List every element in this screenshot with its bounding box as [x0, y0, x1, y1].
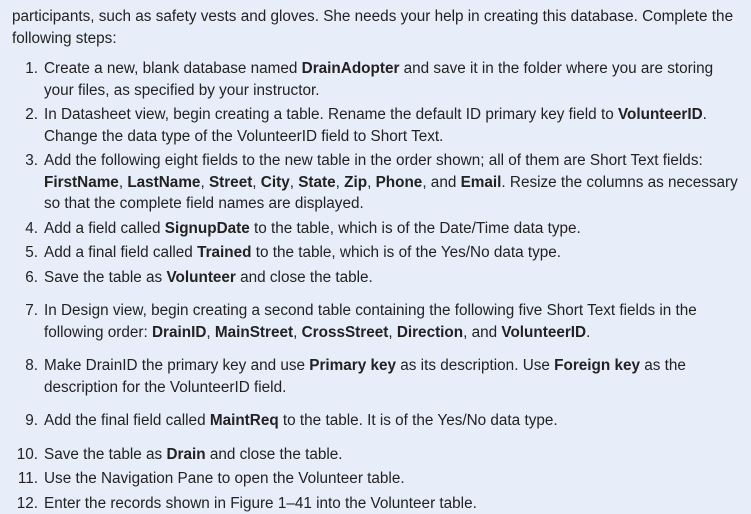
- text-run: ,: [252, 174, 261, 191]
- text-run: and save it in the folder where you are storing your files, as specified by your instructor.: [44, 60, 713, 99]
- text-run: Save the table as: [44, 446, 166, 463]
- text-run: Use the Navigation Pane to open the Volunteer table.: [44, 470, 405, 487]
- text-run: Add the following eight fields to the new table in the order shown; all of them are Short Text fields:: [44, 152, 703, 169]
- text-run: . Change the data type of the VolunteerID field to Short Text.: [44, 106, 707, 145]
- text-run: , and: [422, 174, 460, 191]
- step-item: [12, 355, 739, 398]
- bold-term: Direction: [397, 324, 463, 341]
- text-run: Save the table as: [44, 269, 166, 286]
- step-number: 3.: [12, 150, 38, 172]
- text-run: ,: [290, 174, 299, 191]
- bold-term: Zip: [344, 174, 367, 191]
- step-item: [12, 410, 739, 432]
- step-number: 8.: [12, 355, 38, 377]
- text-run: Add a final field called: [44, 244, 197, 261]
- bold-term: Drain: [166, 446, 205, 463]
- step-number: 10.: [12, 444, 38, 466]
- bold-term: SignupDate: [165, 220, 250, 237]
- text-run: and close the table.: [236, 269, 373, 286]
- bold-term: State: [298, 174, 335, 191]
- bold-term: VolunteerID: [618, 106, 703, 123]
- bold-term: VolunteerID: [501, 324, 586, 341]
- step-text: [44, 412, 558, 429]
- text-run: In Design view, begin creating a second table containing the following five Short Text fields in the following order:: [44, 302, 697, 341]
- text-run: ,: [293, 324, 302, 341]
- step-number: 9.: [12, 410, 38, 432]
- step-item: [12, 218, 739, 240]
- step-number: 11.: [12, 468, 38, 490]
- step-number: 12.: [12, 493, 38, 514]
- step-item: [12, 444, 739, 466]
- step-number: 5.: [12, 242, 38, 264]
- text-run: Create a new, blank database named: [44, 60, 302, 77]
- text-run: to the table, which is of the Yes/No data type.: [251, 244, 561, 261]
- step-text: [44, 470, 405, 487]
- bold-term: LastName: [127, 174, 200, 191]
- bold-term: FirstName: [44, 174, 119, 191]
- steps-list: [12, 58, 739, 514]
- text-run: participants, such as safety vests and gloves. She needs your help in creating this database. Complete the following steps:: [12, 8, 733, 47]
- step-text: [44, 357, 686, 396]
- step-text: [44, 446, 343, 463]
- step-text: [44, 302, 697, 341]
- bold-term: CrossStreet: [302, 324, 389, 341]
- text-run: Make DrainID the primary key and use: [44, 357, 309, 374]
- text-run: ,: [336, 174, 345, 191]
- step-item: [12, 242, 739, 264]
- bold-term: Street: [209, 174, 252, 191]
- intro-paragraph: [12, 6, 739, 49]
- step-item: [12, 300, 739, 343]
- text-run: and close the table.: [206, 446, 343, 463]
- bold-term: Volunteer: [166, 269, 235, 286]
- step-text: [44, 106, 707, 145]
- text-run: , and: [463, 324, 501, 341]
- text-run: Add the final field called: [44, 412, 210, 429]
- step-number: 7.: [12, 300, 38, 322]
- step-text: [44, 60, 713, 99]
- text-run: Add a field called: [44, 220, 165, 237]
- text-run: to the table, which is of the Date/Time data type.: [250, 220, 581, 237]
- step-text: [44, 220, 581, 237]
- bold-term: MainStreet: [215, 324, 293, 341]
- text-run: ,: [119, 174, 128, 191]
- step-text: [44, 269, 373, 286]
- text-run: In Datasheet view, begin creating a table. Rename the default ID primary key field to: [44, 106, 618, 123]
- text-run: as its description. Use: [396, 357, 554, 374]
- step-text: [44, 244, 561, 261]
- bold-term: Primary key: [309, 357, 396, 374]
- step-item: [12, 58, 739, 101]
- step-item: [12, 493, 739, 514]
- step-item: [12, 150, 739, 215]
- bold-term: Email: [461, 174, 502, 191]
- step-item: [12, 267, 739, 289]
- bold-term: Foreign key: [554, 357, 640, 374]
- text-run: ,: [206, 324, 215, 341]
- step-number: 4.: [12, 218, 38, 240]
- text-run: ,: [367, 174, 376, 191]
- step-number: 6.: [12, 267, 38, 289]
- text-run: to the table. It is of the Yes/No data type.: [279, 412, 558, 429]
- bold-term: City: [261, 174, 290, 191]
- step-item: [12, 468, 739, 490]
- bold-term: DrainID: [152, 324, 206, 341]
- text-run: as the description for the VolunteerID field.: [44, 357, 686, 396]
- bold-term: Trained: [197, 244, 251, 261]
- bold-term: MaintReq: [210, 412, 279, 429]
- bold-term: Phone: [376, 174, 423, 191]
- bold-term: DrainAdopter: [302, 60, 400, 77]
- step-number: 2.: [12, 104, 38, 126]
- step-text: [44, 495, 477, 512]
- step-item: [12, 104, 739, 147]
- text-run: ,: [200, 174, 209, 191]
- text-run: Enter the records shown in Figure 1–41 into the Volunteer table.: [44, 495, 477, 512]
- text-run: .: [586, 324, 590, 341]
- step-text: [44, 152, 738, 212]
- step-number: 1.: [12, 58, 38, 80]
- text-run: . Resize the columns as necessary so that the complete field names are displayed.: [44, 174, 738, 213]
- text-run: ,: [388, 324, 397, 341]
